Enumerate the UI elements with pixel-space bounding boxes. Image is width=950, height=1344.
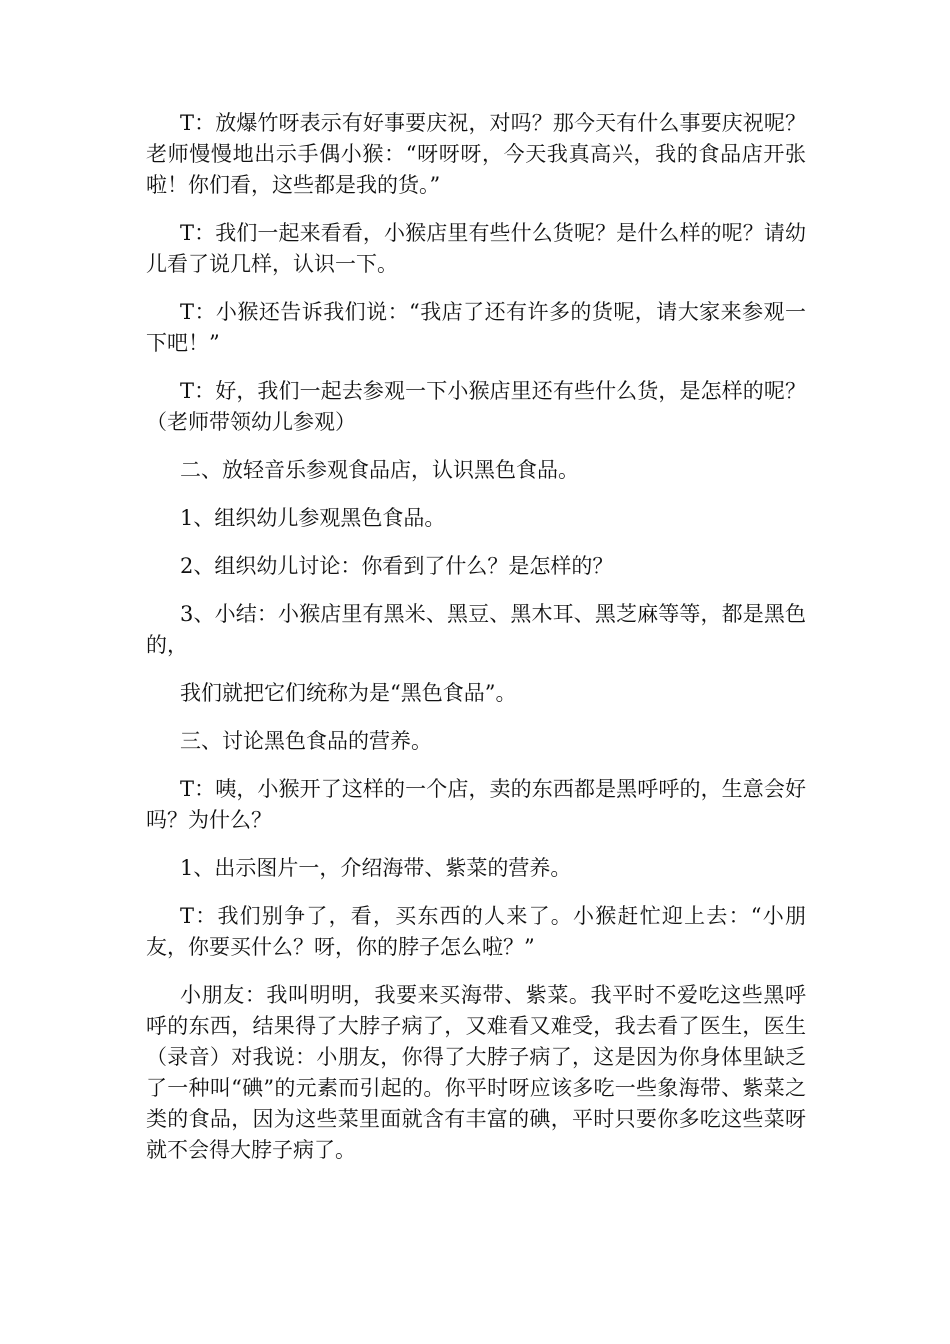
section-heading-3: 三、讨论黑色食品的营养。 [180,729,432,753]
paragraph-9: 我们就把它们统称为是“黑色食品”。 [180,681,517,705]
section-heading-2: 二、放轻音乐参观食品店，认识黑色食品。 [180,458,579,482]
paragraph-4: T：好，我们一起去参观一下小猴店里还有些什么货，是怎样的呢？（老师带领幼儿参观） [146,379,806,434]
paragraph-6: 1、组织幼儿参观黑色食品。 [180,506,446,530]
paragraph-12: 1、出示图片一，介绍海带、紫菜的营养。 [180,856,572,880]
document-body [146,108,806,1183]
paragraph-7: 2、组织幼儿讨论：你看到了什么？是怎样的？ [180,554,614,578]
paragraph-3: T：小猴还告诉我们说：“我店了还有许多的货呢，请大家来参观一下吧！” [146,300,806,355]
paragraph-14: 小朋友：我叫明明，我要来买海带、紫菜。我平时不爱吃这些黑呼呼的东西，结果得了大脖子病了，又难看又难受，我去看了医生，医生（录音）对我说：小朋友，你得了大脖子病了，这是因为你身体里缺乏了一种叫“碘”的元素而引起的。你平时呀应该多吃一些象海带、紫菜之类的食品，因为这些菜里面就含有丰富的碘，平时只要你多吃这些菜呀就不会得大脖子病了。 [146,983,806,1162]
paragraph-8: 3、小结：小猴店里有黑米、黑豆、黑木耳、黑芝麻等等，都是黑色的， [146,602,806,657]
paragraph-1: T：放爆竹呀表示有好事要庆祝，对吗？那今天有什么事要庆祝呢？老师慢慢地出示手偶小猴：“呀呀呀，今天我真高兴，我的食品店开张啦！你们看，这些都是我的货。” [146,111,806,197]
paragraph-13: T：我们别争了，看，买东西的人来了。小猴赶忙迎上去：“小朋友，你要买什么？呀，你的脖子怎么啦？” [146,904,806,959]
paragraph-11: T：咦，小猴开了这样的一个店，卖的东西都是黑呼呼的，生意会好吗？为什么？ [146,777,806,832]
paragraph-2: T：我们一起来看看，小猴店里有些什么货呢？是什么样的呢？请幼儿看了说几样，认识一下。 [146,221,806,276]
